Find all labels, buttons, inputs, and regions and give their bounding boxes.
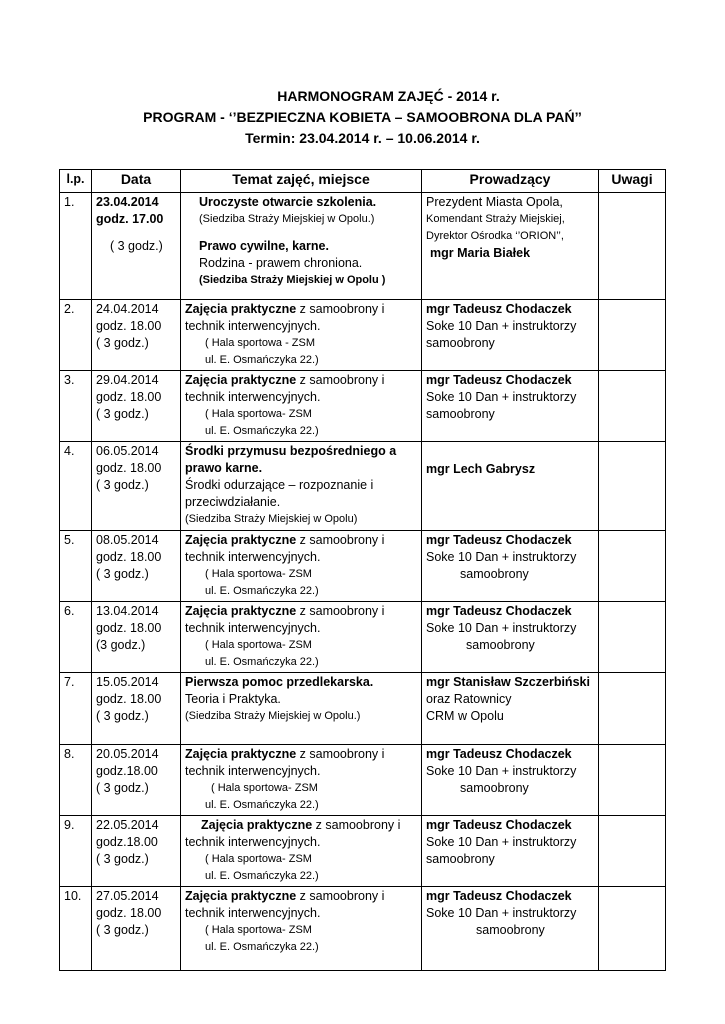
topic-bold: Zajęcia praktyczne (185, 373, 297, 387)
hours: ( 3 godz.) (110, 239, 163, 253)
leader-cell (422, 300, 599, 371)
leader-cell (422, 887, 599, 971)
place: ul. E. Osmańczyka 22.) (205, 585, 319, 597)
program-title: PROGRAM - ‘’BEZPIECZNA KOBIETA – SAMOOBRONA DLA PAŃ’’ (143, 109, 582, 125)
leader-cell (422, 602, 599, 673)
leader: mgr Stanisław Szczerbiński (426, 675, 590, 689)
place: ul. E. Osmańczyka 22.) (205, 656, 319, 668)
row-number: 10. (60, 887, 92, 971)
notes-cell (599, 193, 666, 300)
leader: mgr Tadeusz Chodaczek (426, 533, 572, 547)
topic: Prawo cywilne, karne. (199, 239, 329, 253)
topic-rest: z samoobrony i (296, 373, 385, 387)
table-row (60, 442, 666, 531)
date: 15.05.2014 (96, 675, 159, 689)
leader: Soke 10 Dan + instruktorzy (426, 621, 577, 635)
topic-rest: z samoobrony i (296, 302, 385, 316)
leader-cell (422, 371, 599, 442)
table-row (60, 371, 666, 442)
leader: mgr Tadeusz Chodaczek (426, 889, 572, 903)
table-header-row (60, 170, 666, 193)
topic-cell (181, 745, 422, 816)
col-header-leader: Prowadzący (422, 170, 599, 193)
topic-rest: z samoobrony i (296, 533, 385, 547)
date-cell (92, 531, 181, 602)
date-cell (92, 300, 181, 371)
topic-rest: z samoobrony i (296, 889, 385, 903)
topic-cell (181, 887, 422, 971)
topic: technik interwencyjnych. (185, 319, 321, 333)
leader: CRM w Opolu (426, 709, 504, 723)
time: godz. 18.00 (96, 461, 162, 475)
row-number: 8. (60, 745, 92, 816)
leader: samoobrony (460, 567, 529, 581)
date: 22.05.2014 (96, 818, 159, 832)
leader: mgr Tadeusz Chodaczek (426, 604, 572, 618)
topic (185, 372, 417, 389)
row-number: 5. (60, 531, 92, 602)
leader: mgr Tadeusz Chodaczek (426, 818, 572, 832)
leader: samoobrony (426, 336, 495, 350)
topic: technik interwencyjnych. (185, 764, 321, 778)
date: 20.05.2014 (96, 747, 159, 761)
place: (Siedziba Straży Miejskiej w Opolu ) (199, 274, 386, 286)
notes-cell (599, 673, 666, 745)
topic: Środki odurzające – rozpoznanie i (185, 478, 374, 492)
hours: ( 3 godz.) (96, 407, 149, 421)
table-row (60, 531, 666, 602)
hours: ( 3 godz.) (96, 567, 149, 581)
topic: technik interwencyjnych. (185, 390, 321, 404)
leader: mgr Maria Białek (430, 246, 531, 260)
hours: ( 3 godz.) (96, 923, 149, 937)
leader: samoobrony (426, 407, 495, 421)
place: ( Hala sportowa- ZSM (205, 568, 312, 580)
topic-rest: z samoobrony i (296, 747, 385, 761)
topic-cell (181, 816, 422, 887)
leader: samoobrony (426, 852, 495, 866)
leader: Prezydent Miasta Opola, (426, 195, 563, 209)
topic-rest: z samoobrony i (296, 604, 385, 618)
topic: Środki przymusu bezpośredniego a (185, 444, 397, 458)
time: godz. 18.00 (96, 692, 162, 706)
place: ul. E. Osmańczyka 22.) (205, 425, 319, 437)
term-dates: Termin: 23.04.2014 r. – 10.06.2014 r. (245, 130, 480, 146)
date: 08.05.2014 (96, 533, 159, 547)
place: ul. E. Osmańczyka 22.) (205, 354, 319, 366)
col-header-lp: l.p. (60, 170, 92, 193)
date-cell (92, 371, 181, 442)
leader: Soke 10 Dan + instruktorzy (426, 550, 577, 564)
table-row (60, 300, 666, 371)
row-number: 2. (60, 300, 92, 371)
date-cell (92, 602, 181, 673)
schedule-table (59, 169, 666, 971)
leader: Soke 10 Dan + instruktorzy (426, 764, 577, 778)
date: 13.04.2014 (96, 604, 159, 618)
topic: prawo karne. (185, 461, 263, 475)
leader: mgr Lech Gabrysz (426, 462, 536, 476)
leader: Komendant Straży Miejskiej, (426, 213, 565, 225)
row-number: 1. (60, 193, 92, 300)
hours: ( 3 godz.) (96, 478, 149, 492)
topic-cell (181, 602, 422, 673)
notes-cell (599, 300, 666, 371)
place: ( Hala sportowa- ZSM (205, 408, 312, 420)
row-number: 4. (60, 442, 92, 531)
topic-bold: Zajęcia praktyczne (201, 818, 313, 832)
table-row (60, 193, 666, 300)
notes-cell (599, 371, 666, 442)
hours: (3 godz.) (96, 638, 146, 652)
document-header (0, 86, 725, 149)
table-row (60, 673, 666, 745)
topic: technik interwencyjnych. (185, 550, 321, 564)
topic-bold: Zajęcia praktyczne (185, 889, 297, 903)
topic (185, 817, 417, 834)
place: ul. E. Osmańczyka 22.) (205, 941, 319, 953)
place: ( Hala sportowa- ZSM (205, 924, 312, 936)
row-number: 9. (60, 816, 92, 887)
leader: Soke 10 Dan + instruktorzy (426, 906, 577, 920)
date: 29.04.2014 (96, 373, 159, 387)
notes-cell (599, 745, 666, 816)
place: (Siedziba Straży Miejskiej w Opolu.) (185, 710, 361, 722)
notes-cell (599, 442, 666, 531)
topic-bold: Zajęcia praktyczne (185, 533, 297, 547)
table-row (60, 745, 666, 816)
time: godz.18.00 (96, 764, 158, 778)
topic: technik interwencyjnych. (185, 621, 321, 635)
time: godz. 18.00 (96, 319, 162, 333)
time: godz. 18.00 (96, 621, 162, 635)
place: ul. E. Osmańczyka 22.) (205, 799, 319, 811)
topic (185, 746, 417, 763)
leader: Soke 10 Dan + instruktorzy (426, 319, 577, 333)
leader: Soke 10 Dan + instruktorzy (426, 835, 577, 849)
topic-cell (181, 371, 422, 442)
topic: przeciwdziałanie. (185, 495, 281, 509)
date: 06.05.2014 (96, 444, 159, 458)
leader: mgr Tadeusz Chodaczek (426, 747, 572, 761)
leader: Dyrektor Ośrodka ‘’ORION’’, (426, 230, 564, 242)
topic-cell (181, 193, 422, 300)
leader: mgr Tadeusz Chodaczek (426, 302, 572, 316)
leader: mgr Tadeusz Chodaczek (426, 373, 572, 387)
row-number: 6. (60, 602, 92, 673)
leader-cell (422, 442, 599, 531)
topic: Rodzina - prawem chroniona. (199, 256, 363, 270)
place: ( Hala sportowa- ZSM (205, 853, 312, 865)
topic (185, 603, 417, 620)
date-cell (92, 193, 181, 300)
date: 23.04.2014 (96, 195, 159, 209)
date: 27.05.2014 (96, 889, 159, 903)
place: ( Hala sportowa- ZSM (211, 782, 318, 794)
notes-cell (599, 531, 666, 602)
notes-cell (599, 887, 666, 971)
topic (185, 301, 417, 318)
table-row (60, 602, 666, 673)
leader: samoobrony (460, 781, 529, 795)
leader-cell (422, 673, 599, 745)
table-row (60, 887, 666, 971)
time: godz. 18.00 (96, 390, 162, 404)
col-header-date: Data (92, 170, 181, 193)
row-number: 7. (60, 673, 92, 745)
topic: technik interwencyjnych. (185, 906, 321, 920)
leader: oraz Ratownicy (426, 692, 512, 706)
topic (185, 532, 417, 549)
place: ul. E. Osmańczyka 22.) (205, 870, 319, 882)
document-title: HARMONOGRAM ZAJĘĆ - 2014 r. (277, 88, 500, 104)
topic-rest: z samoobrony i (312, 818, 401, 832)
leader: Soke 10 Dan + instruktorzy (426, 390, 577, 404)
topic-bold: Zajęcia praktyczne (185, 747, 297, 761)
topic-cell (181, 442, 422, 531)
topic: technik interwencyjnych. (185, 835, 321, 849)
topic-bold: Zajęcia praktyczne (185, 302, 297, 316)
place: (Siedziba Straży Miejskiej w Opolu) (185, 513, 358, 525)
row-number: 3. (60, 371, 92, 442)
notes-cell (599, 816, 666, 887)
time: godz. 17.00 (96, 212, 164, 226)
leader-cell (422, 193, 599, 300)
place: (Siedziba Straży Miejskiej w Opolu.) (199, 213, 375, 225)
time: godz. 18.00 (96, 906, 162, 920)
leader-cell (422, 531, 599, 602)
date-cell (92, 442, 181, 531)
topic-cell (181, 673, 422, 745)
leader: samoobrony (466, 638, 535, 652)
col-header-topic: Temat zajęć, miejsce (181, 170, 422, 193)
place: ( Hala sportowa - ZSM (205, 337, 316, 349)
date-cell (92, 816, 181, 887)
col-header-notes: Uwagi (599, 170, 666, 193)
date-cell (92, 673, 181, 745)
topic-bold: Zajęcia praktyczne (185, 604, 297, 618)
topic: Uroczyste otwarcie szkolenia. (199, 195, 377, 209)
hours: ( 3 godz.) (96, 336, 149, 350)
hours: ( 3 godz.) (96, 852, 149, 866)
date-cell (92, 887, 181, 971)
leader-cell (422, 816, 599, 887)
hours: ( 3 godz.) (96, 709, 149, 723)
hours: ( 3 godz.) (96, 781, 149, 795)
place: ( Hala sportowa- ZSM (205, 639, 312, 651)
leader-cell (422, 745, 599, 816)
leader: samoobrony (476, 923, 545, 937)
notes-cell (599, 602, 666, 673)
time: godz. 18.00 (96, 550, 162, 564)
topic: Pierwsza pomoc przedlekarska. (185, 675, 374, 689)
date: 24.04.2014 (96, 302, 159, 316)
topic-cell (181, 531, 422, 602)
topic-cell (181, 300, 422, 371)
topic (185, 888, 417, 905)
table-row (60, 816, 666, 887)
topic: Teoria i Praktyka. (185, 692, 281, 706)
time: godz.18.00 (96, 835, 158, 849)
date-cell (92, 745, 181, 816)
